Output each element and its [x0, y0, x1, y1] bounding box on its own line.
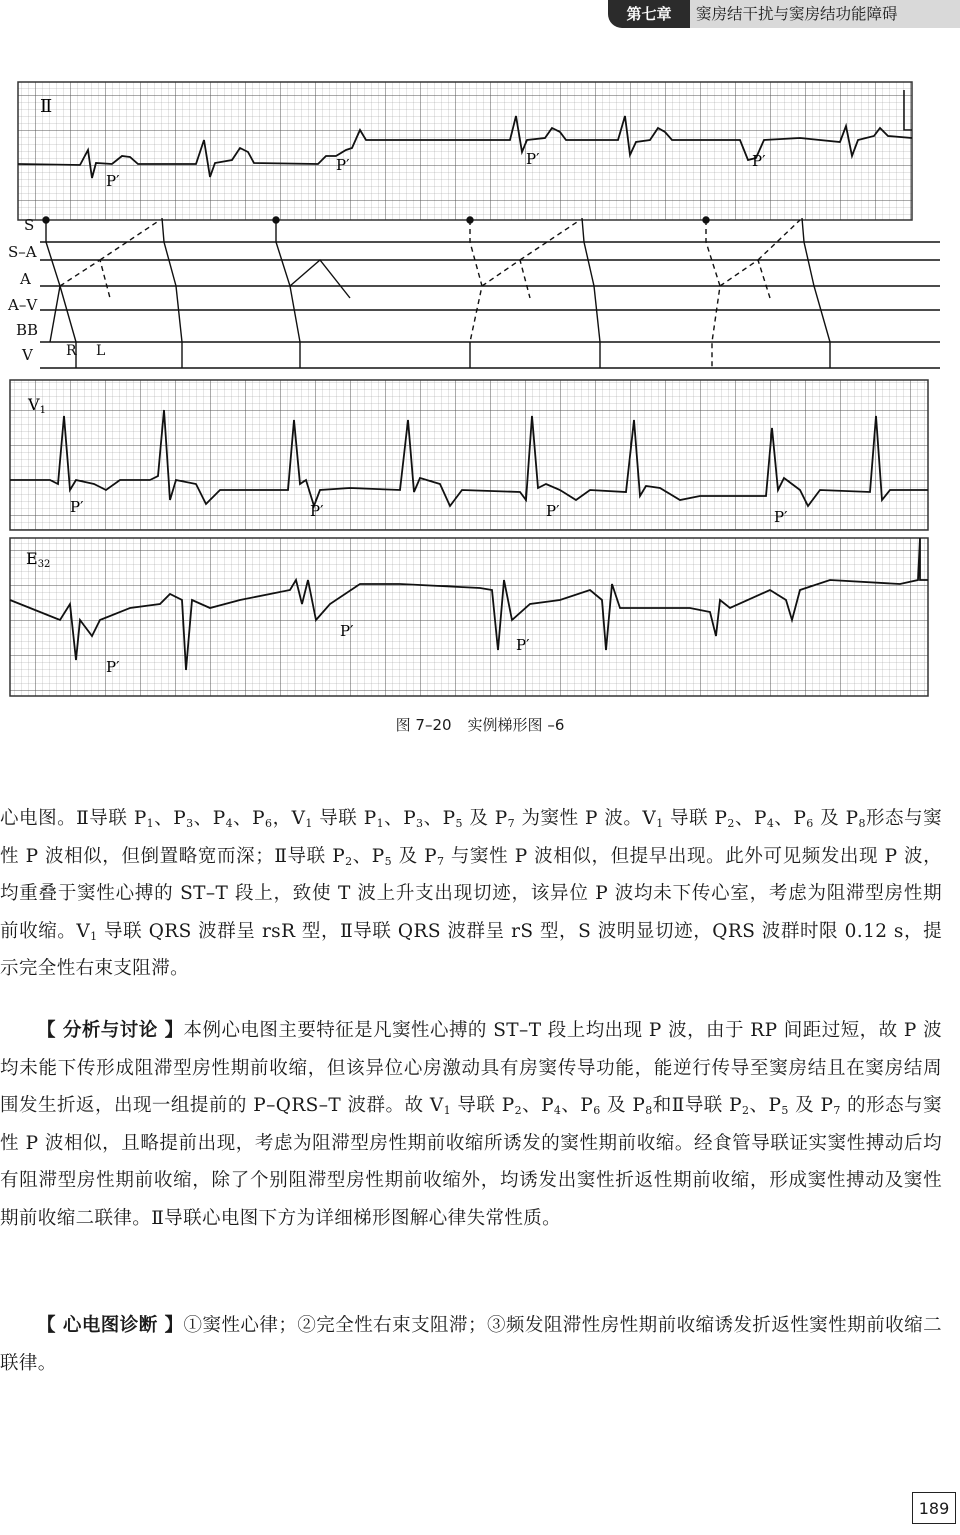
lead-e32-strip	[10, 538, 928, 696]
section-label: 【 分析与讨论 】	[37, 1020, 184, 1041]
ladder-row-label: A–V	[8, 296, 38, 314]
bundle-branch-left-label: L	[96, 343, 106, 359]
bundle-branch-right-label: R	[66, 343, 77, 359]
p-prime-label: P′	[106, 658, 120, 676]
ladder-diagram	[7, 216, 940, 368]
ladder-row-label: BB	[16, 321, 39, 339]
paragraph-text: 【 分析与讨论 】本例心电图主要特征是凡窦性心搏的 ST–T 段上均出现 P 波，由于 RP 间距过短，故 P 波均未能下传形成阻滞型房性期前收缩，但该异位心房激动具有房窦传导功能，能逆行传导至窦房结且在窦房结周围发生折返，出现一组提前的 P–QRS–T 波群。故 $V_1$ 导联 $P_2$、$P_4$、$P_6$ 及 $P_8$和Ⅱ导联 $P_2$、$P_5$ 及 $P_7$ 的形态与窦性 P 波相似，且略提前出现，考虑为阻滞型房性期前收缩所诱发的窦性期前收缩。经食管导联证实窦性搏动后均有阻滞型房性期前收缩，除了个别阻滞型房性期前收缩外，均诱发出窦性折返性期前收缩，形成窦性搏动及窦性期前收缩二联律。Ⅱ导联心电图下方为详细梯形图解心律失常性质。	[0, 1020, 943, 1229]
p-prime-label: P′	[310, 502, 324, 520]
paragraph-analysis	[0, 1012, 942, 1237]
lead-v1-label: V1	[28, 395, 46, 416]
p-prime-label: P′	[106, 172, 120, 190]
ecg-figure	[0, 60, 960, 705]
lead-ii-strip	[18, 82, 912, 220]
ladder-row-label: V	[22, 346, 33, 364]
figure-caption	[0, 714, 960, 735]
lead-ii-label: Ⅱ	[40, 96, 53, 117]
p-prime-label: P′	[546, 502, 560, 520]
p-prime-label: P′	[774, 508, 788, 526]
figure-number: 图 7–20	[395, 716, 452, 734]
figure-title: 实例梯形图 –6	[467, 716, 565, 734]
lead-v1-strip	[10, 380, 928, 530]
p-prime-label: P′	[340, 622, 354, 640]
ladder-row-label: S	[24, 216, 35, 234]
p-prime-label: P′	[70, 498, 84, 516]
paragraph-text: 【 心电图诊断 】①窦性心律；②完全性右束支阻滞；③频发阻滞性房性期前收缩诱发折返性窦性期前收缩二联律。	[0, 1315, 942, 1374]
p-prime-label: P′	[526, 150, 540, 168]
chapter-label: 第七章	[608, 0, 690, 28]
p-prime-label: P′	[336, 156, 350, 174]
p-prime-label: P′	[752, 152, 766, 170]
lead-e32-label: E32	[26, 549, 51, 570]
paragraph-findings	[0, 800, 942, 988]
paragraph-diagnosis	[0, 1307, 942, 1382]
paragraph-text: 心电图。Ⅱ导联 $P_1$、$P_3$、$P_4$、$P_6$，$V_1$ 导联 $P_1$、$P_3$、$P_5$ 及 $P_7$ 为窦性 P 波。$V_1$ 导联 $P_2$、$P_4$、$P_6$ 及 $P_8$形态与窦性 P 波相似，但倒置略宽而深；Ⅱ导联 $P_2$、$P_5$ 及 $P_7$ 与窦性 P 波相似，但提早出现。此外可见频发出现 P 波，均重叠于窦性心搏的 ST–T 段上，致使 T 波上升支出现切迹，该异位 P 波均未下传心室，考虑为阻滞型房性期前收缩。$V_1$ 导联 QRS 波群呈 rsR 型，Ⅱ导联 QRS 波群呈 rS 型，S 波明显切迹，QRS 波群时限 0.12 s，提示完全性右束支阻滞。	[0, 808, 943, 979]
page-number: 189	[912, 1492, 956, 1524]
chapter-title: 窦房结干扰与窦房结功能障碍	[696, 5, 898, 23]
p-prime-label: P′	[516, 636, 530, 654]
section-label: 【 心电图诊断 】	[37, 1315, 184, 1336]
ladder-row-label: A	[20, 270, 31, 288]
ladder-row-label: S–A	[8, 243, 37, 261]
